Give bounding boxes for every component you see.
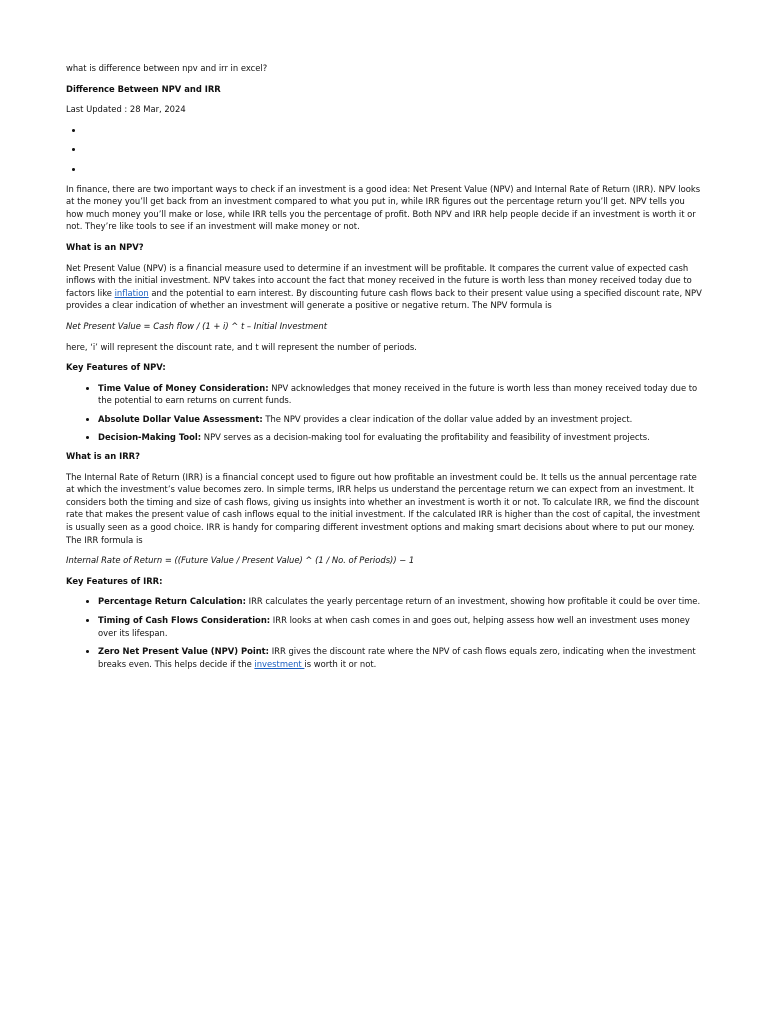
feature-text: The NPV provides a clear indication of the dollar value added by an investment project. — [262, 413, 633, 424]
feature-label: Absolute Dollar Value Assessment: — [98, 413, 263, 424]
npv-paragraph-start: Net Present Value (NPV) is a financial measure used to determine if an investment will be profitable. It compares the current value of expected cash inflows with the initial investment. NPV takes into account the fact that money received in the future is worth less than money received today due to factors like — [66, 262, 692, 298]
page-title: Difference Between NPV and IRR — [66, 83, 221, 94]
feature-text: IRR calculates the yearly percentage return of an investment, showing how profitable it could be over time. — [245, 596, 701, 607]
irr-formula: Internal Rate of Return = ((Future Value / Present Value) ^ (1 / No. of Periods)) − 1 — [66, 555, 415, 566]
list-item — [98, 382, 702, 407]
list-item — [84, 163, 702, 176]
list-item — [84, 124, 702, 137]
npv-features-list — [66, 382, 702, 444]
list-item — [98, 431, 702, 444]
npv-heading: What is an NPV? — [66, 241, 144, 252]
feature-text: NPV acknowledges that money received in the future is worth less than money received today due to the potential to earn returns on current funds. — [98, 382, 698, 406]
npv-features-heading: Key Features of NPV: — [66, 362, 166, 373]
npv-paragraph-end: and the potential to earn interest. By discounting future cash flows back to their present value using a specified discount rate, NPV provides a clear indication of whether an investment will generate a positive or negative return. The NPV formula is — [66, 287, 702, 311]
irr-paragraph: The Internal Rate of Return (IRR) is a financial concept used to figure out how profitable an investment could be. It tells us the annual percentage rate at which the investment’s value becomes zero. In simple terms, IRR helps us understand the percentage return we can expect from an investment. It considers both the timing and size of cash flows, giving us insights into whether an investment is worth it or not. To calculate IRR, we find the discount rate that makes the present value of cash inflows equal to the initial investment. If the calculated IRR is higher than the cost of capital, the investment is usually seen as a good choice. IRR is handy for comparing different investment options and making smart decisions about where to put our money. The IRR formula is — [66, 471, 701, 545]
feature-label: Time Value of Money Consideration: — [98, 382, 269, 393]
list-item — [98, 614, 702, 639]
feature-label: Percentage Return Calculation: — [98, 596, 246, 607]
npv-formula: Net Present Value = Cash flow / (1 + i) ^ t – Initial Investment — [66, 320, 328, 331]
feature-text: IRR gives the discount rate where the NPV of cash flows equals zero, indicating when the investment breaks even. This helps decide if the — [98, 646, 696, 669]
list-item — [98, 645, 702, 670]
irr-features-list — [66, 595, 702, 670]
feature-label: Timing of Cash Flows Consideration: — [98, 615, 271, 625]
npv-note: here, ‘i’ will represent the discount rate, and t will represent the number of periods. — [66, 341, 417, 352]
question-text: what is difference between npv and irr in excel? — [66, 63, 268, 73]
list-item — [84, 143, 702, 156]
feature-text: NPV serves as a decision-making tool for evaluating the profitability and feasibility of investment projects. — [201, 432, 650, 443]
feature-label: Decision-Making Tool: — [98, 432, 202, 443]
investment-link[interactable]: investment — [254, 658, 305, 669]
irr-heading: What is an IRR? — [66, 451, 140, 462]
npv-paragraph — [66, 262, 702, 312]
last-updated: Last Updated : 28 Mar, 2024 — [66, 104, 186, 115]
list-item — [98, 413, 702, 426]
list-item — [98, 595, 702, 608]
irr-features-heading: Key Features of IRR: — [66, 575, 163, 586]
intro-paragraph: In finance, there are two important ways to check if an investment is a good idea: Net Present Value (NPV) and Internal Rate of Return (IRR). NPV looks at the money you’ll get back from an investment compared to what you put in, while IRR figures out the percentage return you’ll get. NPV tells you how much money you’ll make or lose, while IRR tells you the percentage of profit. Both NPV and IRR help people decide if an investment is worth it or not. They’re like tools to see if an investment will make money or not. — [66, 183, 701, 232]
inflation-link[interactable]: inflation — [114, 287, 149, 298]
feature-label: Zero Net Present Value (NPV) Point: — [98, 646, 270, 657]
empty-bullet-list — [66, 124, 702, 176]
feature-text: IRR looks at when cash comes in and goes out, helping assess how well an investment uses money over its lifespan. — [98, 615, 690, 638]
feature-text-end: is worth it or not. — [304, 658, 377, 669]
